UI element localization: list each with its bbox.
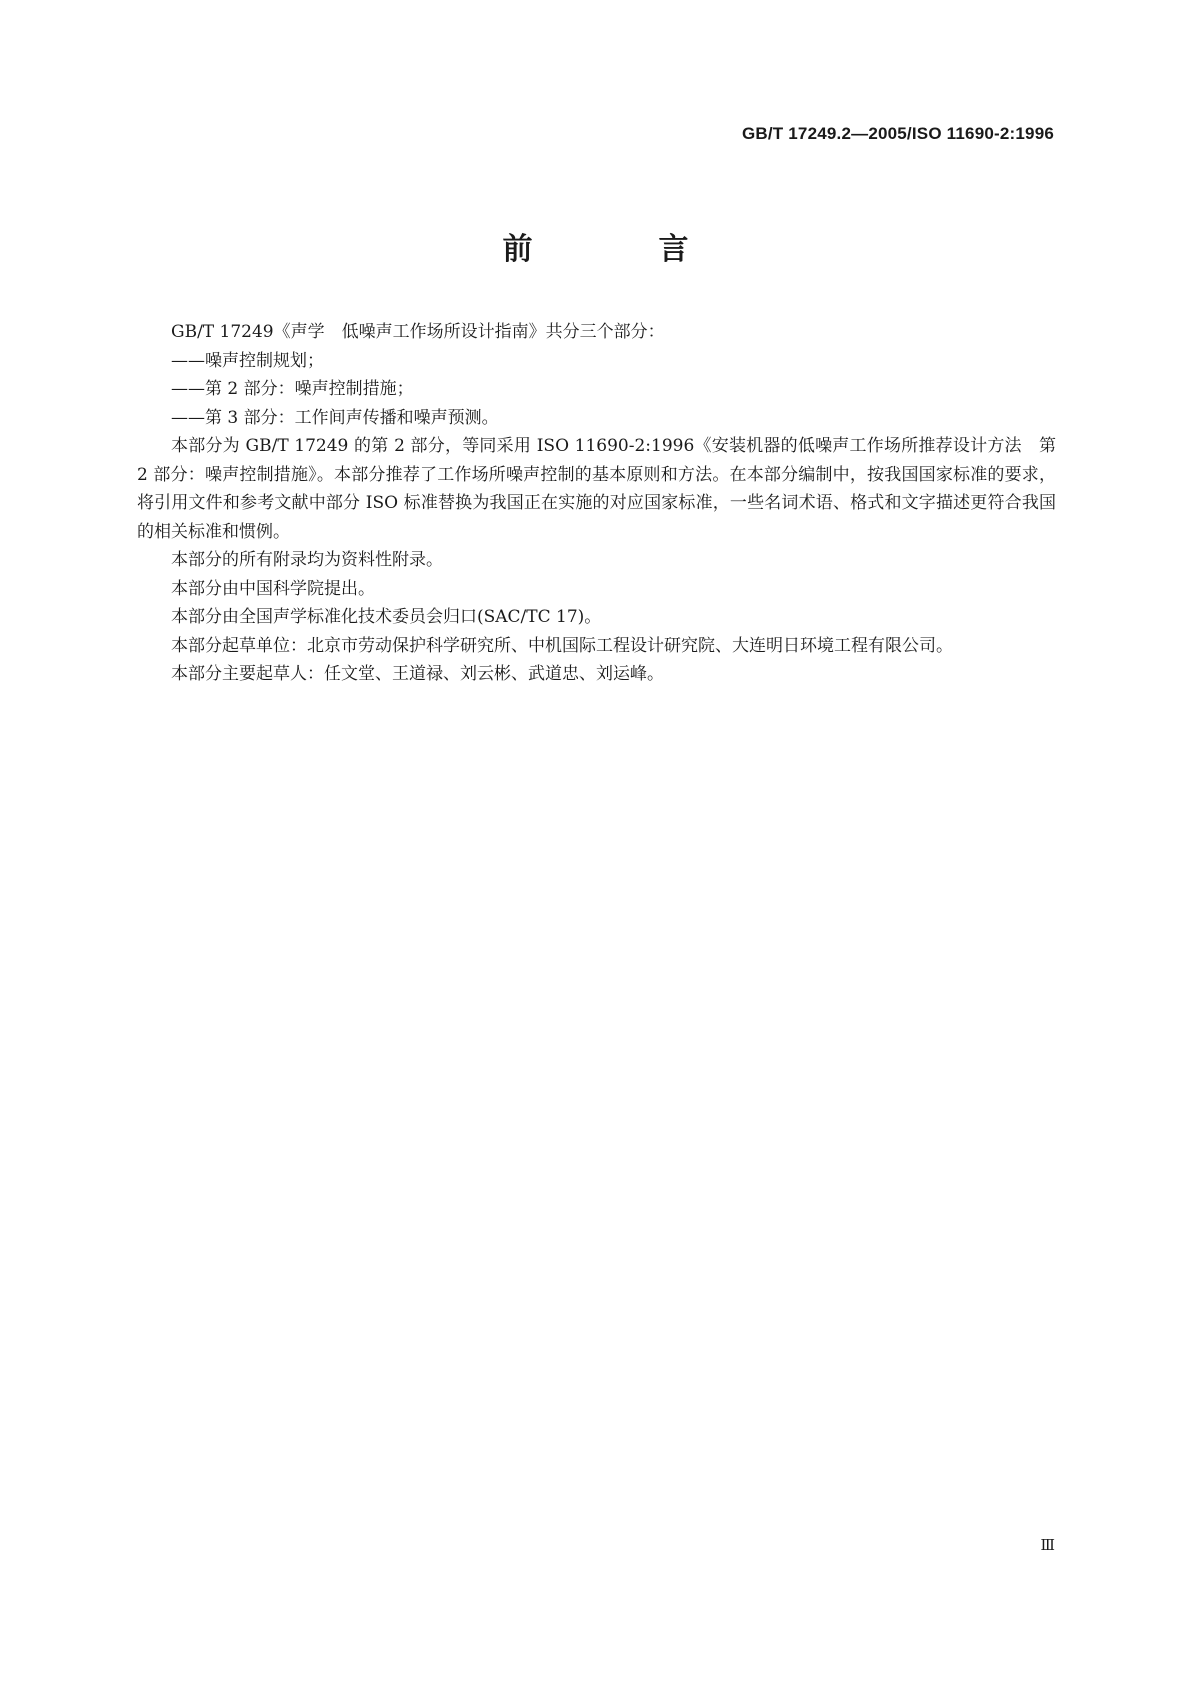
annex-paragraph: 本部分的所有附录均为资料性附录。 — [171, 550, 443, 570]
foreword-body — [137, 318, 1056, 689]
page-number: Ⅲ — [1040, 1536, 1054, 1554]
drafting-units-paragraph: 本部分起草单位：北京市劳动保护科学研究所、中机国际工程设计研究院、大连明日环境工程有限公司。 — [171, 635, 953, 656]
page-title: 前 言 — [502, 232, 737, 267]
adoption-paragraph: 本部分为 GB/T 17249 的第 2 部分，等同采用 ISO 11690-2:1996《安装机器的低噪声工作场所推荐设计方法 第 2 部分：噪声控制措施》。本部分推荐了工作场所噪声控制的基本原则和方法。在本部分编制中，按我国国家标准的要求，将引用文件和参考文献中部分 ISO 标准替换为我国正在实施的对应国家标准，一些名词术语、格式和文字描述更符合我国的相关标准和惯例。 — [137, 436, 1056, 542]
drafters-paragraph: 本部分主要起草人：任文堂、王道禄、刘云彬、武道忠、刘运峰。 — [171, 664, 664, 684]
standard-code-header: GB/T 17249.2—2005/ISO 11690-2:1996 — [741, 124, 1054, 143]
part-list-item-2: ——第 2 部分：噪声控制措施； — [171, 379, 414, 399]
committee-paragraph: 本部分由全国声学标准化技术委员会归口(SAC/TC 17)。 — [171, 607, 602, 627]
part-list-item-3: ——第 3 部分：工作间声传播和噪声预测。 — [171, 407, 499, 428]
proposer-paragraph: 本部分由中国科学院提出。 — [171, 578, 375, 599]
part-list-item-1: ——噪声控制规划； — [171, 350, 324, 371]
intro-paragraph: GB/T 17249《声学 低噪声工作场所设计指南》共分三个部分： — [171, 322, 665, 342]
